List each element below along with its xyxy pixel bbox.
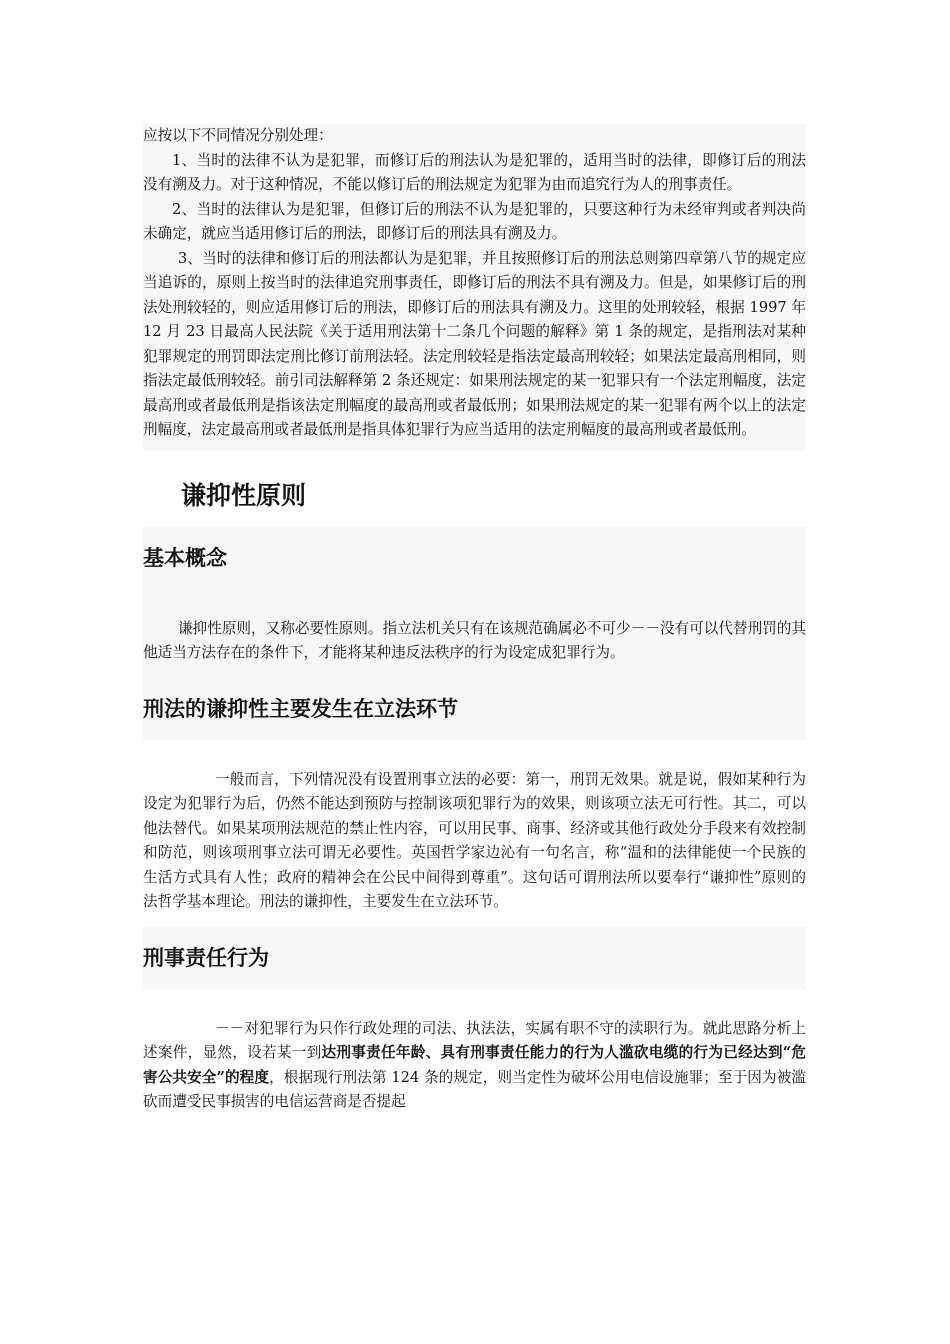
section-criminal-liability — [143, 989, 806, 1127]
main-title: 谦抑性原则 — [181, 480, 307, 510]
intro-paragraph-1: 1、当时的法律不认为是犯罪，而修订后的刑法认为是犯罪的，适用当时的法律，即修订后的刑法没有溯及力。对于这种情况，不能以修订后的刑法规定为犯罪为由而追究行为人的刑事责任。 — [143, 151, 806, 193]
intro-paragraph-3: 3、当时的法律和修订后的刑法都认为是犯罪，并且按照修订后的刑法总则第四章第八节的规定应当追诉的，原则上按当时的法律追究刑事责任，即修订后的刑法不具有溯及力。但是，如果修订后的刑法处刑较轻的，则应适用修订后的刑法，即修订后的刑法具有溯及力。这里的处刑较轻，根据 1997 年 12 月 23 日最高人民法院《关于适用刑法第十二条几个问题的解释》第 1 条的规定，是指刑法对某种犯罪规定的刑罚即法定刑比修订前刑法轻。法定刑较轻是指法定最高刑较轻；如果法定最高刑相同，则指法定最低刑较轻。前引司法解释第 2 条还规定：如果刑法规定的某一犯罪只有一个法定刑幅度，法定最高刑或者最低刑是指该法定刑幅度的最高刑或者最低刑；如果刑法规定的某一犯罪有两个以上的法定刑幅度，法定最高刑或者最低刑是指具体犯罪行为应当适用的法定刑幅度的最高刑或者最低刑。 — [143, 249, 806, 438]
intro-block — [143, 124, 806, 451]
legislation-text: 一般而言，下列情况没有设置刑事立法的必要：第一，刑罚无效果。就是说，假如某种行为设定为犯罪行为后，仍然不能达到预防与控制该项犯罪行为的效果，则该项立法无可行性。其二，可以他法替代。如果某项刑法规范的禁止性内容，可以用民事、商事、经济或其他行政处分手段来有效控制和防范，则该项刑事立法可谓无必要性。英国哲学家边沁有一句名言，称“温和的法律能使一个民族的生活方式具有人性；政府的精神会在公民中间得到尊重”。这句话可谓刑法所以要奉行“谦抑性”原则的法哲学基本理论。刑法的谦抑性，主要发生在立法环节。 — [143, 770, 806, 910]
intro-paragraph-2: 2、当时的法律认为是犯罪，但修订后的刑法不认为是犯罪的，只要这种行为未经审判或者判决尚未确定，就应当适用修订后的刑法，即修订后的刑法具有溯及力。 — [143, 200, 806, 242]
document-body — [143, 124, 806, 1127]
liability-text-bold: 达刑事责任年龄、具有刑事责任能力的行为人滥砍电缆的行为已经达到“危害公共安全”的程度 — [143, 1044, 806, 1086]
heading-legislation: 刑法的谦抑性主要发生在立法环节 — [143, 678, 806, 740]
intro-lead: 应按以下不同情况分别处理： — [143, 127, 333, 144]
liability-text-a: －－对犯罪行为只作行政处理的司法、执法法，实属有职不守的渎职行为。就此思路分析上述案件，显然，设若某一到 — [143, 1019, 806, 1061]
section-basic-concept — [143, 589, 806, 678]
basic-concept-text: 谦抑性原则，又称必要性原则。指立法机关只有在该规范确属必不可少－－没有可以代替刑罚的其他适当方法存在的条件下，才能将某种违反法秩序的行为设定成犯罪行为。 — [143, 619, 806, 661]
section-legislation — [143, 740, 806, 927]
criminal-liability-text — [143, 1017, 806, 1115]
liability-text-b: ，根据现行刑法第 124 条的规定，则当定性为破坏公用电信设施罪；至于因为被滥砍而遭受民事损害的电信运营商是否提起 — [143, 1068, 806, 1110]
heading-criminal-liability: 刑事责任行为 — [143, 927, 806, 989]
heading-basic-concept: 基本概念 — [143, 527, 806, 589]
